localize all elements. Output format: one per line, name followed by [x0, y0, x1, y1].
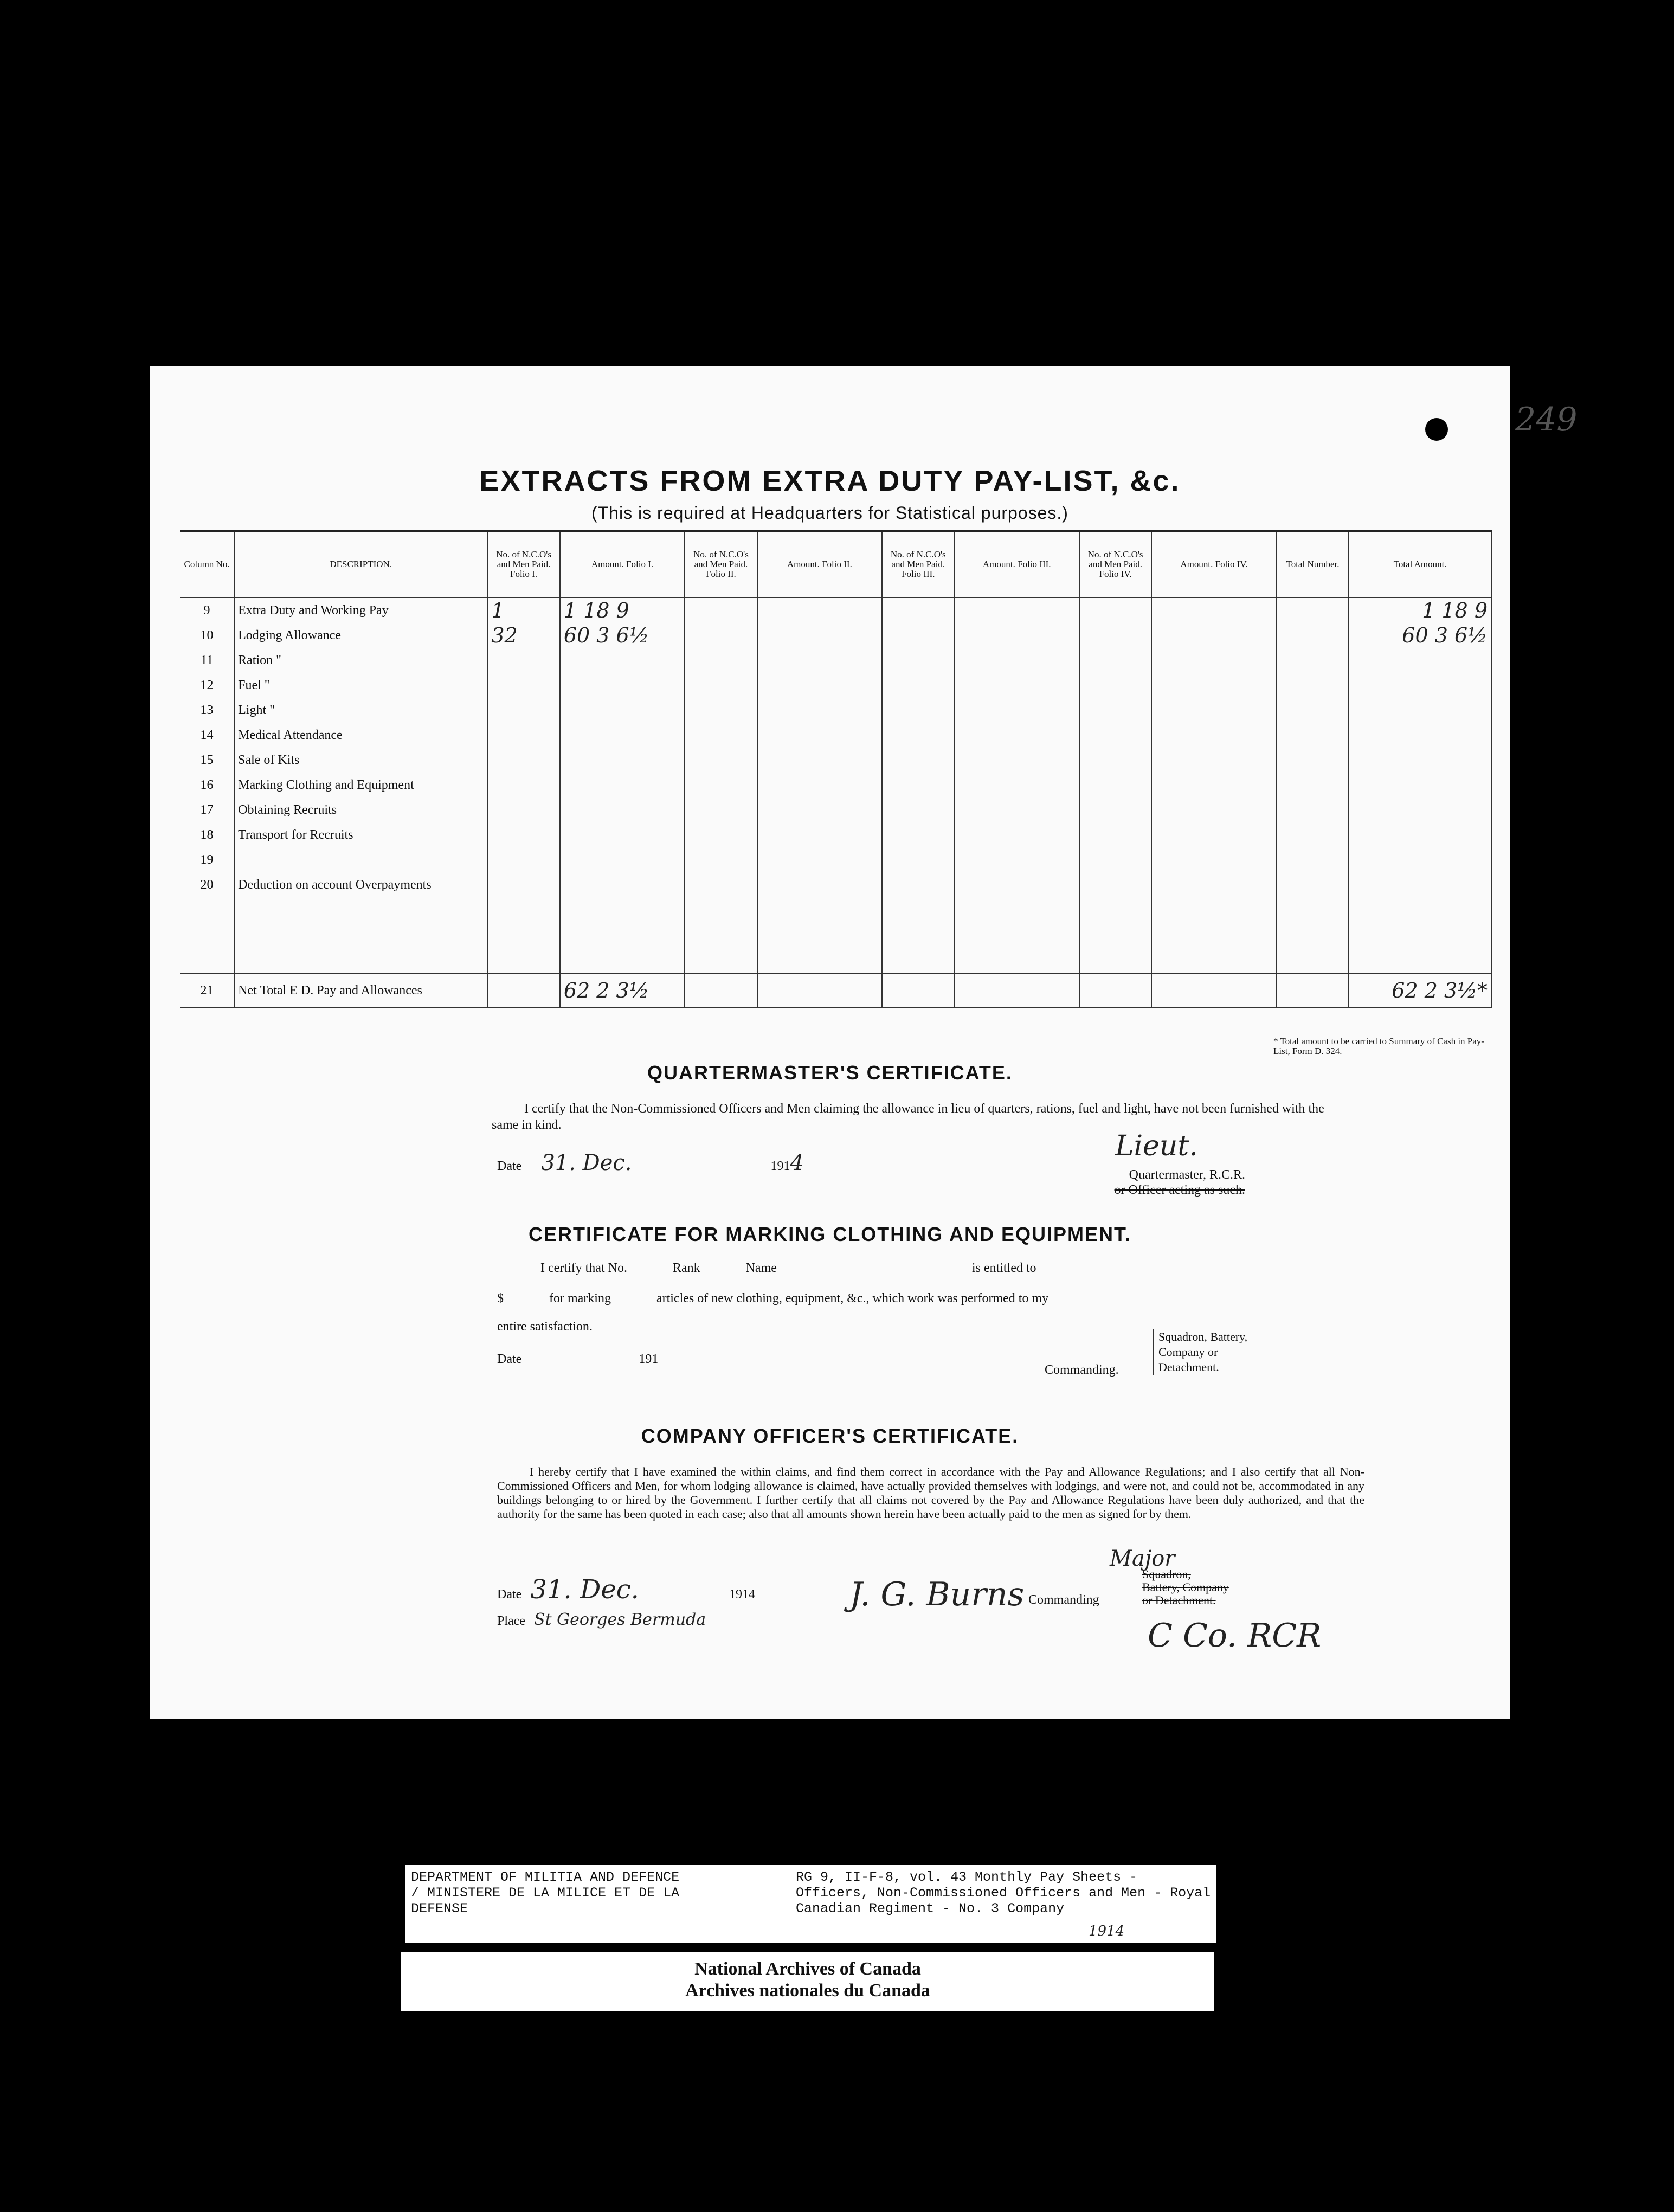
total-row-no: 21 [180, 974, 234, 1008]
row-amount-folio3 [955, 723, 1079, 748]
row-amount-folio2 [757, 723, 882, 748]
col-header-n2: No. of N.C.O's and Men Paid. Folio II. [685, 531, 757, 597]
row-amount-folio4 [1151, 623, 1276, 648]
row-amount-folio4 [1151, 648, 1276, 673]
row-amount-folio3 [955, 773, 1079, 798]
row-total-amount [1349, 822, 1491, 847]
row-count-folio4 [1079, 872, 1151, 897]
row-amount-folio1 [560, 872, 685, 897]
co-date-line [497, 1574, 755, 1605]
table-row [180, 623, 1491, 648]
total-row-description: Net Total E D. Pay and Allowances [234, 974, 487, 1008]
row-amount-folio2 [757, 623, 882, 648]
marking-commanding: Commanding. [1045, 1363, 1119, 1377]
row-count-folio2 [685, 648, 757, 673]
qm-role-alt: or Officer acting as such. [1114, 1183, 1245, 1197]
row-amount-folio3 [955, 673, 1079, 698]
row-amount-folio3 [955, 623, 1079, 648]
row-amount-folio2 [757, 822, 882, 847]
row-count-folio4 [1079, 648, 1151, 673]
row-total-amount [1349, 798, 1491, 822]
marking-date-line: Date 191 [497, 1352, 659, 1366]
row-description: Lodging Allowance [234, 623, 487, 648]
table-row [180, 798, 1491, 822]
row-no: 10 [200, 628, 214, 642]
row-total-number [1277, 648, 1349, 673]
row-description: Light " [234, 698, 487, 723]
marking-line-2: $ for marking articles of new clothing, equipment, &c., which work was performed to my [497, 1291, 1049, 1306]
row-total-amount [1349, 872, 1491, 897]
row-amount-folio1: 1 18 9 [560, 597, 685, 623]
qm-signature: Lieut. [1115, 1130, 1198, 1162]
row-count-folio4 [1079, 822, 1151, 847]
row-amount-folio1: 60 3 6½ [560, 623, 685, 648]
row-total-amount [1349, 773, 1491, 798]
row-no: 16 [200, 777, 214, 792]
row-total-amount [1349, 698, 1491, 723]
row-count-folio1 [487, 773, 559, 798]
row-count-folio1 [487, 798, 559, 822]
row-count-folio1 [487, 648, 559, 673]
row-amount-folio4 [1151, 773, 1276, 798]
row-total-number [1277, 623, 1349, 648]
co-place-label: Place [497, 1614, 525, 1628]
row-count-folio3 [882, 597, 954, 623]
co-date-label: Date [497, 1587, 522, 1602]
row-count-folio2 [685, 673, 757, 698]
qm-year-prefix: 191 [770, 1159, 790, 1173]
row-description: Extra Duty and Working Pay [234, 597, 487, 623]
row-total-amount [1349, 723, 1491, 748]
row-amount-folio3 [955, 872, 1079, 897]
row-total-amount: 1 18 9 [1349, 597, 1491, 623]
col-header-total-amount: Total Amount. [1349, 531, 1491, 597]
qm-role: Quartermaster, R.C.R. [1129, 1168, 1245, 1182]
total-row-total-amount: 62 2 3½* [1349, 974, 1491, 1008]
co-place-value: St Georges Bermuda [533, 1610, 706, 1629]
co-signature: J. G. Burns [849, 1576, 1025, 1613]
col-header-no: Column No. [180, 531, 234, 597]
total-row-amount-folio1: 62 2 3½ [560, 974, 685, 1008]
row-count-folio1: 1 [487, 597, 559, 623]
co-commanding: Commanding [1028, 1593, 1099, 1607]
row-amount-folio2 [757, 847, 882, 872]
row-description: Ration " [234, 648, 487, 673]
archive-name-label [401, 1952, 1214, 2011]
row-count-folio1 [487, 748, 559, 773]
col-header-a4: Amount. Folio IV. [1151, 531, 1276, 597]
row-count-folio3 [882, 847, 954, 872]
col-header-total-number: Total Number. [1277, 531, 1349, 597]
row-count-folio2 [685, 623, 757, 648]
row-count-folio3 [882, 698, 954, 723]
row-count-folio3 [882, 773, 954, 798]
row-count-folio4 [1079, 847, 1151, 872]
row-amount-folio4 [1151, 847, 1276, 872]
row-no: 9 [203, 603, 210, 618]
col-header-description: DESCRIPTION. [234, 531, 487, 597]
row-description: Obtaining Recruits [234, 798, 487, 822]
row-no: 20 [200, 877, 214, 892]
table-row [180, 673, 1491, 698]
row-count-folio1 [487, 872, 559, 897]
row-description: Transport for Recruits [234, 822, 487, 847]
row-amount-folio1 [560, 773, 685, 798]
punch-hole [1425, 418, 1448, 441]
row-amount-folio1 [560, 673, 685, 698]
qm-date-value: 31. Dec. [541, 1150, 632, 1175]
col-header-a2: Amount. Folio II. [757, 531, 882, 597]
marking-units: Squadron, Battery, Company or Detachment. [1153, 1329, 1256, 1375]
row-count-folio1 [487, 698, 559, 723]
row-total-number [1277, 773, 1349, 798]
archive-name-fr: Archives nationales du Canada [685, 1980, 930, 2001]
row-count-folio2 [685, 773, 757, 798]
table-header-row [180, 531, 1491, 597]
total-footnote: * Total amount to be carried to Summary of Cash in Pay-List, Form D. 324. [1273, 1036, 1484, 1056]
row-count-folio2 [685, 597, 757, 623]
row-total-amount: 60 3 6½ [1349, 623, 1491, 648]
row-amount-folio3 [955, 648, 1079, 673]
row-amount-folio3 [955, 597, 1079, 623]
row-count-folio4 [1079, 748, 1151, 773]
row-total-number [1277, 748, 1349, 773]
co-year: 1914 [729, 1587, 755, 1602]
row-amount-folio2 [757, 773, 882, 798]
marking-heading: CERTIFICATE FOR MARKING CLOTHING AND EQUIPMENT. [529, 1223, 1131, 1245]
row-description: Fuel " [234, 673, 487, 698]
col-header-n3: No. of N.C.O's and Men Paid. Folio III. [882, 531, 954, 597]
marking-line-3: entire satisfaction. [497, 1320, 593, 1334]
row-amount-folio4 [1151, 673, 1276, 698]
row-amount-folio3 [955, 822, 1079, 847]
row-amount-folio4 [1151, 822, 1276, 847]
row-count-folio4 [1079, 773, 1151, 798]
co-unit-handwritten: C Co. RCR [1148, 1617, 1322, 1655]
row-count-folio4 [1079, 698, 1151, 723]
row-count-folio1: 32 [487, 623, 559, 648]
pay-list-form [150, 366, 1578, 1719]
row-count-folio4 [1079, 673, 1151, 698]
row-amount-folio4 [1151, 872, 1276, 897]
row-amount-folio3 [955, 748, 1079, 773]
co-rank: Major [1110, 1546, 1175, 1571]
row-count-folio1 [487, 723, 559, 748]
row-amount-folio3 [955, 698, 1079, 723]
row-amount-folio4 [1151, 597, 1276, 623]
qm-date-line [497, 1150, 804, 1175]
row-amount-folio2 [757, 648, 882, 673]
row-count-folio2 [685, 822, 757, 847]
archive-name-en: National Archives of Canada [694, 1959, 921, 1979]
row-total-number [1277, 698, 1349, 723]
archive-department: DEPARTMENT OF MILITIA AND DEFENCE / MINISTERE DE LA MILICE ET DE LA DEFENSE [411, 1869, 680, 1917]
form-title: EXTRACTS FROM EXTRA DUTY PAY-LIST, &c. [479, 465, 1181, 497]
row-total-number [1277, 822, 1349, 847]
row-total-number [1277, 872, 1349, 897]
row-amount-folio3 [955, 798, 1079, 822]
row-amount-folio4 [1151, 748, 1276, 773]
row-no: 17 [200, 802, 214, 817]
row-count-folio3 [882, 872, 954, 897]
row-amount-folio2 [757, 798, 882, 822]
row-amount-folio1 [560, 847, 685, 872]
row-count-folio3 [882, 798, 954, 822]
row-total-number [1277, 847, 1349, 872]
row-amount-folio1 [560, 822, 685, 847]
row-amount-folio2 [757, 673, 882, 698]
row-count-folio2 [685, 723, 757, 748]
row-amount-folio1 [560, 698, 685, 723]
row-count-folio3 [882, 723, 954, 748]
row-total-amount [1349, 748, 1491, 773]
row-description: Sale of Kits [234, 748, 487, 773]
row-count-folio1 [487, 822, 559, 847]
col-header-n4: No. of N.C.O's and Men Paid. Folio IV. [1079, 531, 1151, 597]
table-row [180, 822, 1491, 847]
table-row [180, 723, 1491, 748]
row-total-amount [1349, 847, 1491, 872]
row-no: 12 [200, 678, 214, 692]
row-count-folio2 [685, 748, 757, 773]
row-count-folio2 [685, 798, 757, 822]
co-units: Squadron, Battery, Company or Detachment. [1142, 1567, 1229, 1607]
row-count-folio3 [882, 623, 954, 648]
col-header-a1: Amount. Folio I. [560, 531, 685, 597]
row-count-folio4 [1079, 723, 1151, 748]
row-count-folio3 [882, 822, 954, 847]
row-count-folio3 [882, 748, 954, 773]
row-total-amount [1349, 673, 1491, 698]
row-no: 19 [200, 852, 214, 867]
row-total-number [1277, 723, 1349, 748]
co-place-line [497, 1610, 706, 1629]
row-amount-folio1 [560, 648, 685, 673]
row-amount-folio2 [757, 748, 882, 773]
row-count-folio2 [685, 872, 757, 897]
row-count-folio4 [1079, 623, 1151, 648]
row-no: 14 [200, 728, 214, 742]
row-count-folio2 [685, 847, 757, 872]
row-amount-folio2 [757, 597, 882, 623]
qm-text: I certify that the Non-Commissioned Officers and Men claiming the allowance in lieu of quarters, rations, fuel and light, have not been furnished with the same in kind. [492, 1102, 1324, 1132]
row-amount-folio3 [955, 847, 1079, 872]
row-amount-folio4 [1151, 698, 1276, 723]
marking-line-1: I certify that No. Rank Name is entitled to [540, 1261, 1036, 1275]
table-row-blank [180, 897, 1491, 974]
row-count-folio4 [1079, 798, 1151, 822]
table-row [180, 648, 1491, 673]
col-header-a3: Amount. Folio III. [955, 531, 1079, 597]
co-date-value: 31. Dec. [530, 1574, 639, 1605]
table-row-total [180, 974, 1491, 1008]
form-subtitle: (This is required at Headquarters for Statistical purposes.) [591, 503, 1068, 523]
table-row [180, 597, 1491, 623]
table-row [180, 748, 1491, 773]
row-count-folio3 [882, 673, 954, 698]
row-count-folio4 [1079, 597, 1151, 623]
pay-table [180, 530, 1492, 1008]
row-amount-folio1 [560, 723, 685, 748]
table-row [180, 773, 1491, 798]
row-count-folio2 [685, 698, 757, 723]
row-description: Marking Clothing and Equipment [234, 773, 487, 798]
row-total-number [1277, 673, 1349, 698]
co-heading: COMPANY OFFICER'S CERTIFICATE. [641, 1425, 1019, 1447]
table-row [180, 872, 1491, 897]
qm-date-label: Date [497, 1159, 522, 1173]
row-amount-folio2 [757, 698, 882, 723]
co-text: I hereby certify that I have examined the within claims, and find them correct in accordance with the Pay and Allowance Regulations; and I also certify that all Non-Commissioned Officers and Men, for whom lodging allowance is claimed, have actually provided themselves with lodgings, and were not, and could not be, accommodated in any buildings belonging to or hired by the Government. I further certify that all claims not covered by the Pay and Allowance Regulations have been duly authorized, and that the authority for the same has been quoted in each case; also that all amounts shown herein have been actually paid to the men as signed for by them. [497, 1465, 1364, 1521]
col-header-n1: No. of N.C.O's and Men Paid. Folio I. [487, 531, 559, 597]
qm-heading: QUARTERMASTER'S CERTIFICATE. [647, 1062, 1013, 1084]
row-total-number [1277, 798, 1349, 822]
row-no: 18 [200, 827, 214, 842]
row-description: Deduction on account Overpayments [234, 872, 487, 897]
row-description [234, 847, 487, 872]
row-amount-folio4 [1151, 723, 1276, 748]
row-count-folio1 [487, 673, 559, 698]
archive-reference: RG 9, II-F-8, vol. 43 Monthly Pay Sheets - Officers, Non-Commissioned Officers and Men - Royal Canadian Regiment - No. 3 Company [796, 1869, 1211, 1917]
row-total-amount [1349, 648, 1491, 673]
row-total-number [1277, 597, 1349, 623]
row-count-folio3 [882, 648, 954, 673]
row-amount-folio2 [757, 872, 882, 897]
table-row [180, 847, 1491, 872]
row-description: Medical Attendance [234, 723, 487, 748]
row-amount-folio1 [560, 748, 685, 773]
qm-year-value: 4 [790, 1150, 804, 1175]
folio-number: 249 [1515, 401, 1578, 439]
row-count-folio1 [487, 847, 559, 872]
row-amount-folio1 [560, 798, 685, 822]
archive-year: 1914 [1089, 1923, 1125, 1939]
row-amount-folio4 [1151, 798, 1276, 822]
row-no: 13 [200, 703, 214, 717]
row-no: 15 [200, 753, 214, 767]
row-no: 11 [201, 653, 214, 667]
table-row [180, 698, 1491, 723]
archive-reference-label [405, 1865, 1216, 1943]
